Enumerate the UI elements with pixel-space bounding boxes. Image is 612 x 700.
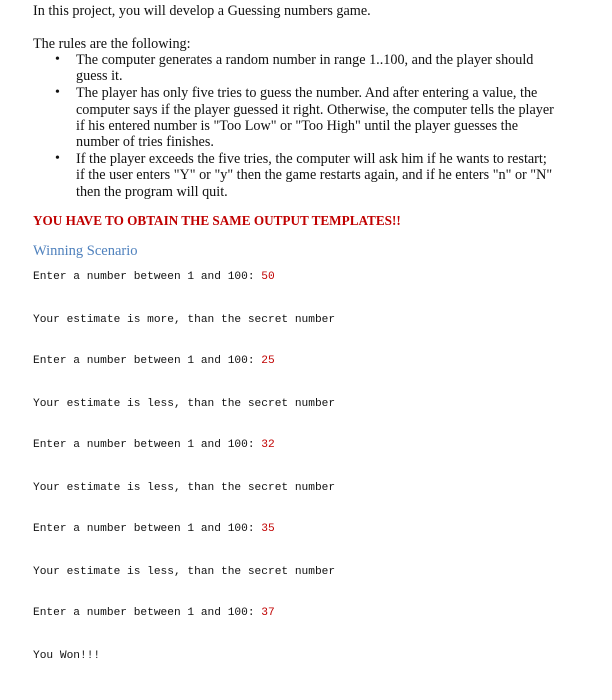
- bullet-icon: •: [55, 151, 60, 167]
- prompt-text: Enter a number between 1 and 100:: [33, 271, 262, 283]
- console-prompt-line: [33, 438, 275, 452]
- console-feedback-line: Your estimate is less, than the secret number: [33, 482, 336, 494]
- console-prompt-line: [33, 522, 275, 536]
- prompt-text: Enter a number between 1 and 100:: [33, 523, 262, 535]
- rule-text: The computer generates a random number in range 1..100, and the player should guess it.: [76, 52, 534, 85]
- guess-value: 50: [261, 271, 275, 283]
- console-prompt-line: [33, 354, 275, 368]
- rules-title: The rules are the following:: [33, 36, 191, 52]
- rule-item: [55, 151, 558, 200]
- bullet-icon: •: [55, 52, 60, 67]
- bullet-icon: •: [55, 85, 60, 101]
- rule-item: [55, 52, 558, 85]
- prompt-text: Enter a number between 1 and 100:: [33, 439, 262, 451]
- console-prompt-line: [33, 606, 275, 620]
- prompt-text: Enter a number between 1 and 100:: [33, 355, 262, 367]
- console-win-line: You Won!!!: [33, 650, 101, 662]
- guess-value: 37: [261, 607, 275, 619]
- console-prompt-line: [33, 270, 275, 284]
- rule-text: The player has only five tries to guess the number. And after entering a value, the computer says if the player guessed it right. Otherwise, the computer tells the player if his entered number is "Too Low" or "Too High" until the player guesses the number of tries finishes.: [76, 85, 554, 151]
- prompt-text: Enter a number between 1 and 100:: [33, 607, 262, 619]
- console-feedback-line: Your estimate is more, than the secret number: [33, 314, 336, 326]
- rules-list: [55, 52, 558, 201]
- rule-item: [55, 85, 558, 151]
- guess-value: 35: [261, 523, 275, 535]
- warning-text: YOU HAVE TO OBTAIN THE SAME OUTPUT TEMPLATES!!: [33, 213, 401, 228]
- guess-value: 25: [261, 355, 275, 367]
- console-feedback-line: Your estimate is less, than the secret number: [33, 566, 336, 578]
- scenario-title: Winning Scenario: [33, 243, 138, 259]
- guess-value: 32: [261, 439, 275, 451]
- rule-text: If the player exceeds the five tries, the computer will ask him if he wants to restart; if the user enters "Y" or "y" then the game restarts again, and if he enters "n" or "N" then the program will quit.: [76, 151, 553, 200]
- intro-text: In this project, you will develop a Guessing numbers game.: [33, 3, 371, 19]
- console-feedback-line: Your estimate is less, than the secret number: [33, 398, 336, 410]
